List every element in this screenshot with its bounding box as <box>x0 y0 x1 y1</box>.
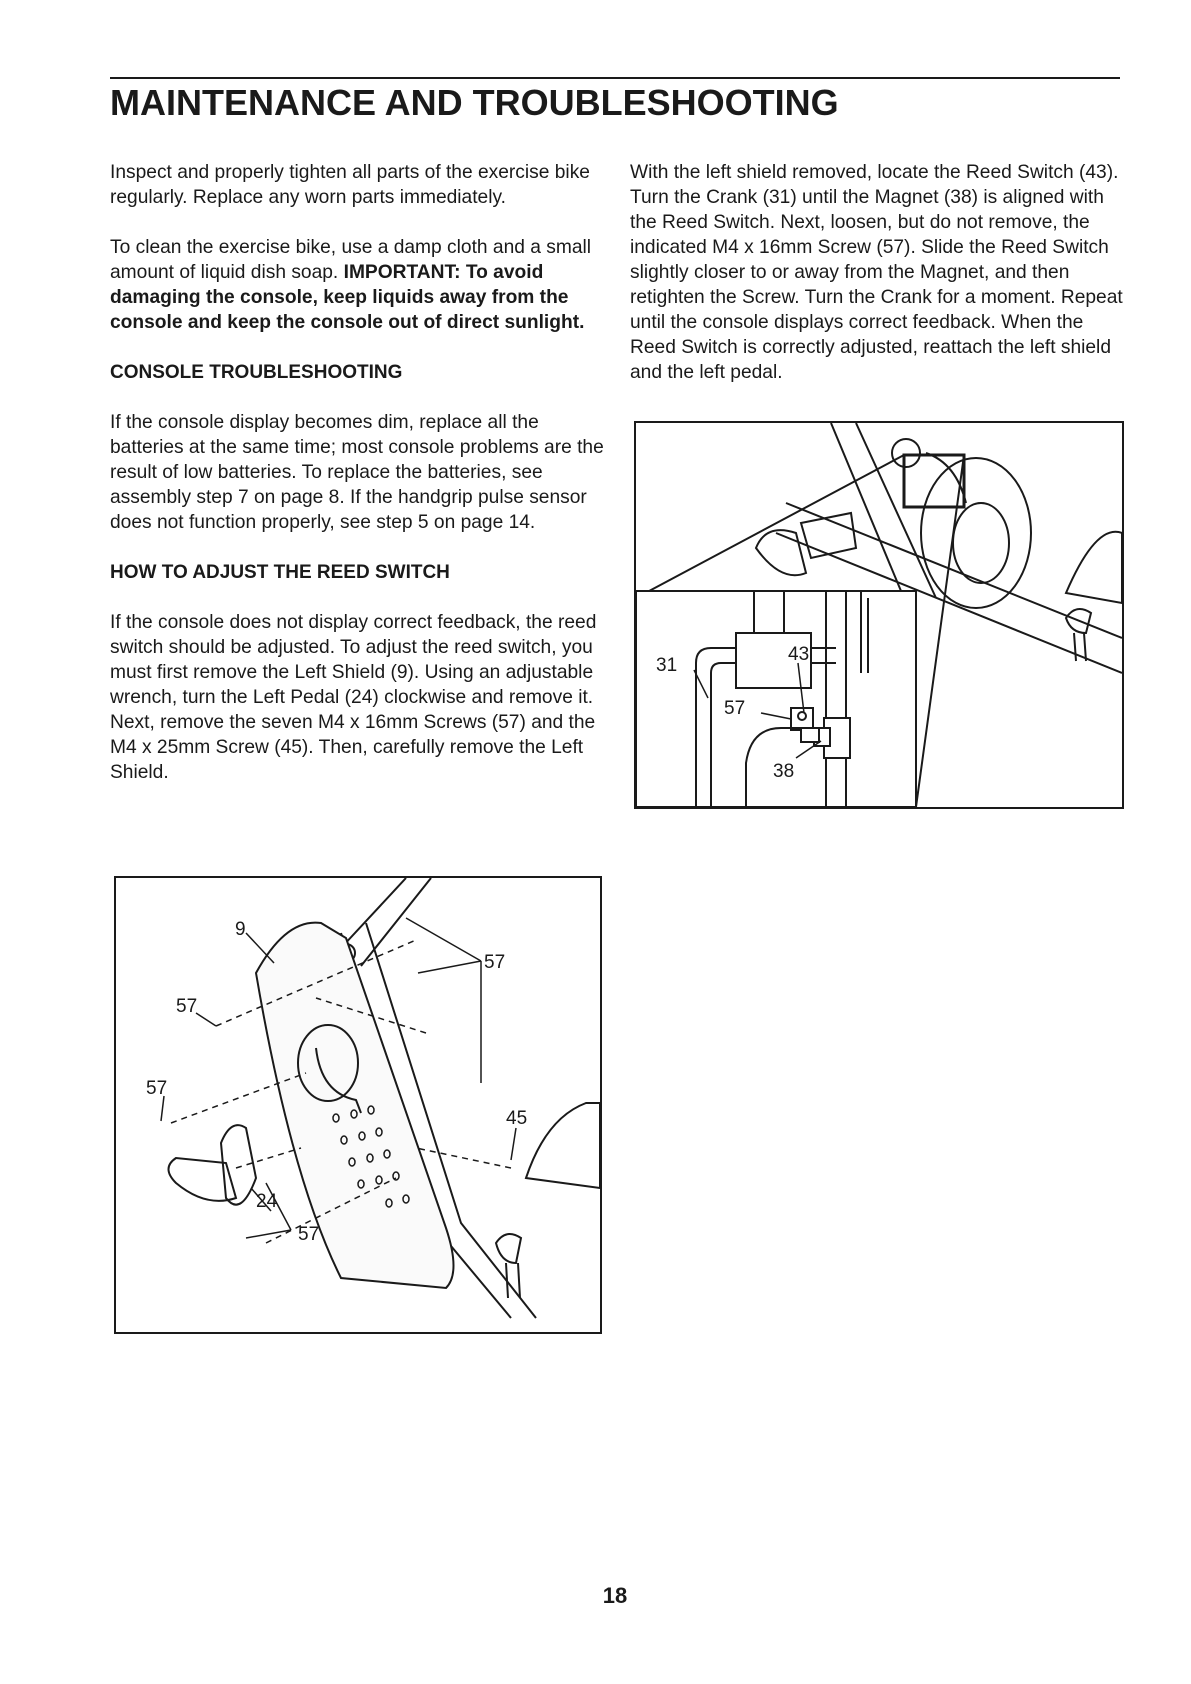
cleaning-text: To clean the exercise bike, use a damp cloth and a small amount of liquid dish soap. <box>110 237 592 283</box>
right-column <box>630 160 1125 410</box>
inspect-paragraph: Inspect and properly tighten all parts of the exercise bike regularly. Replace any worn parts immediately. <box>110 162 590 208</box>
reed-switch-paragraph: If the console does not display correct feedback, the reed switch should be adjusted. To adjust the reed switch, you must first remove the Left Shield (9). Using an adjustable wrench, turn the Left Pedal (24) clockwise and remove it. Next, remove the seven M4 x 16mm Screws (57) and the M4 x 25mm Screw (45). Then, carefully remove the Left Shield. <box>110 612 597 783</box>
shield-removal-figure <box>114 876 602 1334</box>
page-title: MAINTENANCE AND TROUBLESHOOTING <box>110 82 839 123</box>
label-magnet-38: 38 <box>773 761 795 782</box>
reed-switch-illustration <box>636 423 1122 807</box>
important-warning: IMPORTANT: To avoid damaging the console, keep liquids away from the console and keep the console out of direct sunlight. <box>110 262 585 333</box>
label-screw-57-left: 57 <box>176 996 198 1017</box>
label-crank-31: 31 <box>656 655 678 676</box>
title-rule <box>110 77 1120 79</box>
label-screw-57: 57 <box>724 698 746 719</box>
label-pedal-24: 24 <box>256 1191 278 1212</box>
label-screw-45: 45 <box>506 1108 528 1129</box>
page-number: 18 <box>602 1583 628 1608</box>
left-column <box>110 160 605 810</box>
label-reed-switch-43: 43 <box>788 644 810 665</box>
label-shield-9: 9 <box>235 919 246 940</box>
shield-removal-illustration <box>116 878 600 1332</box>
label-screw-57-top: 57 <box>484 952 506 973</box>
label-screw-57-mid: 57 <box>146 1078 168 1099</box>
console-troubleshooting-heading: CONSOLE TROUBLESHOOTING <box>110 362 403 383</box>
cleaning-paragraph <box>110 235 605 335</box>
reed-switch-figure <box>634 421 1124 809</box>
reed-adjust-paragraph: With the left shield removed, locate the Reed Switch (43). Turn the Crank (31) until the Magnet (38) is aligned with the Reed Switch. Next, loosen, but do not remove, the indicated M4 x 16mm Screw (57). Slide the Reed Switch slightly closer to or away from the Magnet, and then retighten the Screw. Turn the Crank for a moment. Repeat until the console displays correct feedback. When the Reed Switch is correctly adjusted, reattach the left shield and the left pedal. <box>630 162 1123 383</box>
console-paragraph: If the console display becomes dim, replace all the batteries at the same time; most console problems are the result of low batteries. To replace the batteries, see assembly step 7 on page 8. If the handgrip pulse sensor does not function properly, see step 5 on page 14. <box>110 412 604 533</box>
label-screw-57-bottom: 57 <box>298 1224 320 1245</box>
reed-switch-heading: HOW TO ADJUST THE REED SWITCH <box>110 562 450 583</box>
